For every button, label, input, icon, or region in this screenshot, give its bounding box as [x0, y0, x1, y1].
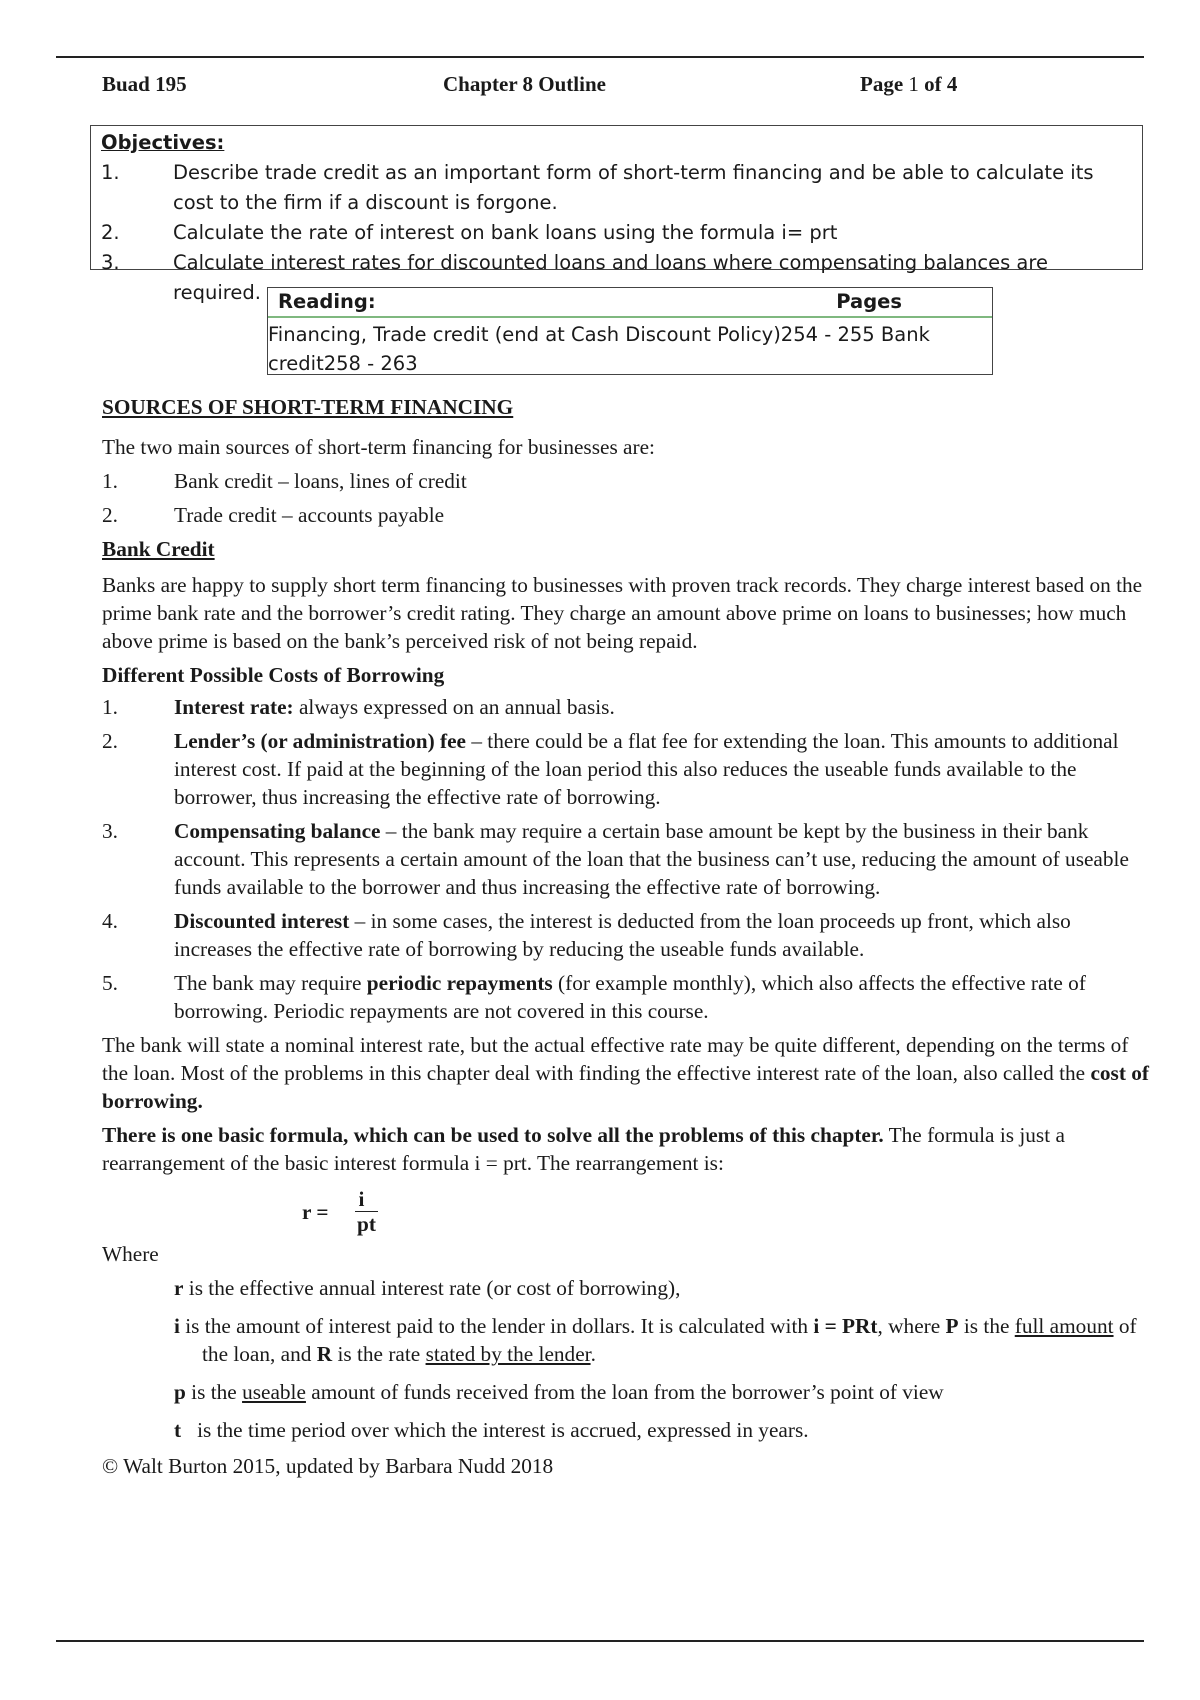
list-item [102, 693, 1154, 721]
bank-credit-paragraph: Banks are happy to supply short term financing to businesses with proven track records. They charge interest based on the prime bank rate and the borrower’s credit rating. They charge an amount above prime on loans to businesses; how much above prime is based on the bank’s perceived risk of not being repaid. [102, 573, 1143, 653]
page-total: of 4 [924, 72, 958, 96]
key-term: cost of borrowing. [102, 1061, 1149, 1113]
term: periodic repayments [366, 971, 553, 995]
list-item [102, 969, 1154, 1025]
formula-lhs: r = [302, 1199, 329, 1224]
reading-list: Financing, Trade credit (end at Cash Discount Policy)254 - 255 Bank credit258 - 263 [268, 323, 930, 375]
definition-text: of the loan, and [202, 1314, 1137, 1366]
underlined-text: full amount [1014, 1314, 1114, 1338]
description-prefix: The bank may require [174, 971, 367, 995]
list-number: 2. [102, 503, 118, 527]
list-text: Bank credit – loans, lines of credit [174, 469, 467, 493]
formula-inline: i = PRt [813, 1314, 878, 1338]
list-number: 1. [102, 695, 118, 719]
subheading-costs: Different Possible Costs of Borrowing [102, 663, 445, 687]
rate-formula [302, 1187, 1154, 1236]
objective-number: 3. [101, 251, 120, 274]
paragraph-text: The bank will state a nominal interest rate, but the actual effective rate may be quite different, depending on the terms of the loan. Most of the problems in this chapter deal with finding the effective interest rate of the loan, also called the [102, 1033, 1129, 1085]
objective-number: 2. [101, 221, 120, 244]
formula-denominator: pt [357, 1212, 376, 1236]
formula-fraction [355, 1187, 379, 1236]
list-number: 3. [102, 819, 118, 843]
basic-formula-paragraph [102, 1121, 1154, 1177]
sources-intro: The two main sources of short-term financing for businesses are: [102, 435, 655, 459]
definition-p [174, 1378, 1154, 1406]
page-indicator [860, 72, 957, 97]
definition-text: is the [958, 1314, 1015, 1338]
underlined-text: useable [242, 1380, 306, 1404]
description: – there could be a flat fee for extending the loan. This amounts to additional interest cost. If paid at the beginning of the loan period this also reduces the useable funds available to the borrower, thus increasing the effective rate of borrowing. [174, 729, 1119, 809]
variable: p [174, 1380, 186, 1404]
top-rule [56, 56, 1144, 58]
list-item [102, 501, 1154, 529]
term: Lender’s (or administration) fee [174, 729, 466, 753]
bottom-rule [56, 1640, 1144, 1642]
term: Interest rate: [174, 695, 294, 719]
list-text [174, 907, 1154, 963]
definition-text: amount of funds received from the loan from the borrower’s point of view [305, 1380, 944, 1404]
copyright-footer: © Walt Burton 2015, updated by Barbara Nudd 2018 [102, 1454, 554, 1478]
where-label: Where [102, 1242, 159, 1266]
definition-text: is the [185, 1380, 243, 1404]
description: always expressed on an annual basis. [293, 695, 615, 719]
list-item [102, 817, 1154, 901]
objective-text: Calculate interest rates for discounted loans and loans where compensating balances are required. [173, 251, 1048, 304]
course-code: Buad 195 [102, 72, 187, 96]
subheading-bank-credit: Bank Credit [102, 537, 215, 561]
objective-text: Describe trade credit as an important form of short-term financing and be able to calculate its cost to the firm if a discount is forgone. [173, 161, 1094, 214]
definition-text: is the effective annual interest rate (or cost of borrowing), [183, 1276, 681, 1300]
page-label: Page [860, 72, 904, 96]
variable: R [316, 1342, 333, 1366]
underlined-text: stated by the lender [425, 1342, 591, 1366]
objective-text: Calculate the rate of interest on bank loans using the formula i= prt [173, 221, 838, 244]
list-number: 2. [102, 729, 118, 753]
variable: t [174, 1418, 182, 1442]
reading-header-row [268, 288, 992, 318]
list-item [102, 907, 1154, 963]
description: – the bank may require a certain base amount be kept by the business in their bank account. This represents a certain amount of the loan that the business can’t use, reducing the amount of useable funds available to the borrower and thus increasing the effective rate of borrowing. [174, 819, 1129, 899]
list-text [174, 727, 1154, 811]
definition-t [174, 1416, 1154, 1444]
list-number: 1. [102, 469, 118, 493]
definition-text: is the amount of interest paid to the lender in dollars. It is calculated with [179, 1314, 814, 1338]
definition-i [174, 1312, 1154, 1368]
reading-header-label: Reading: [278, 290, 376, 313]
nominal-rate-paragraph [102, 1031, 1154, 1115]
list-item [102, 727, 1154, 811]
document-title: Chapter 8 Outline [443, 72, 606, 96]
section-heading-sources: SOURCES OF SHORT-TERM FINANCING [102, 395, 514, 419]
term: Compensating balance [174, 819, 381, 843]
definition-text: is the rate [332, 1342, 426, 1366]
pages-header-label: Pages [836, 290, 902, 313]
main-content [102, 393, 1154, 1486]
variable: P [945, 1314, 959, 1338]
definition-r [174, 1274, 1154, 1302]
list-text [174, 693, 1154, 721]
definition-text: is the time period over which the interest is accrued, expressed in years. [181, 1418, 809, 1442]
reading-table [267, 287, 993, 375]
list-text [174, 817, 1154, 901]
term: Discounted interest [174, 909, 350, 933]
paragraph-text: The formula is just a rearrangement of the basic interest formula i = prt. The rearrangement is: [102, 1123, 1065, 1175]
objective-item [101, 158, 1134, 218]
key-statement: There is one basic formula, which can be used to solve all the problems of this chapter. [102, 1123, 884, 1147]
list-item [102, 467, 1154, 495]
description: (for example monthly), which also affects the effective rate of borrowing. Periodic repayments are not covered in this course. [174, 971, 1086, 1023]
description: – in some cases, the interest is deducted from the loan proceeds up front, which also increases the effective rate of borrowing by reducing the useable funds available. [174, 909, 1071, 961]
definition-text: , where [877, 1314, 946, 1338]
variable: i [174, 1314, 180, 1338]
list-number: 4. [102, 909, 118, 933]
page-number: 1 [908, 72, 919, 96]
list-text: Trade credit – accounts payable [174, 503, 445, 527]
objective-number: 1. [101, 161, 120, 184]
formula-numerator: i [355, 1187, 379, 1212]
variable: r [174, 1276, 184, 1300]
objectives-title: Objectives: [101, 131, 225, 154]
objective-item [101, 218, 1134, 248]
list-text [174, 969, 1154, 1025]
definition-text: . [590, 1342, 596, 1366]
list-number: 5. [102, 971, 118, 995]
